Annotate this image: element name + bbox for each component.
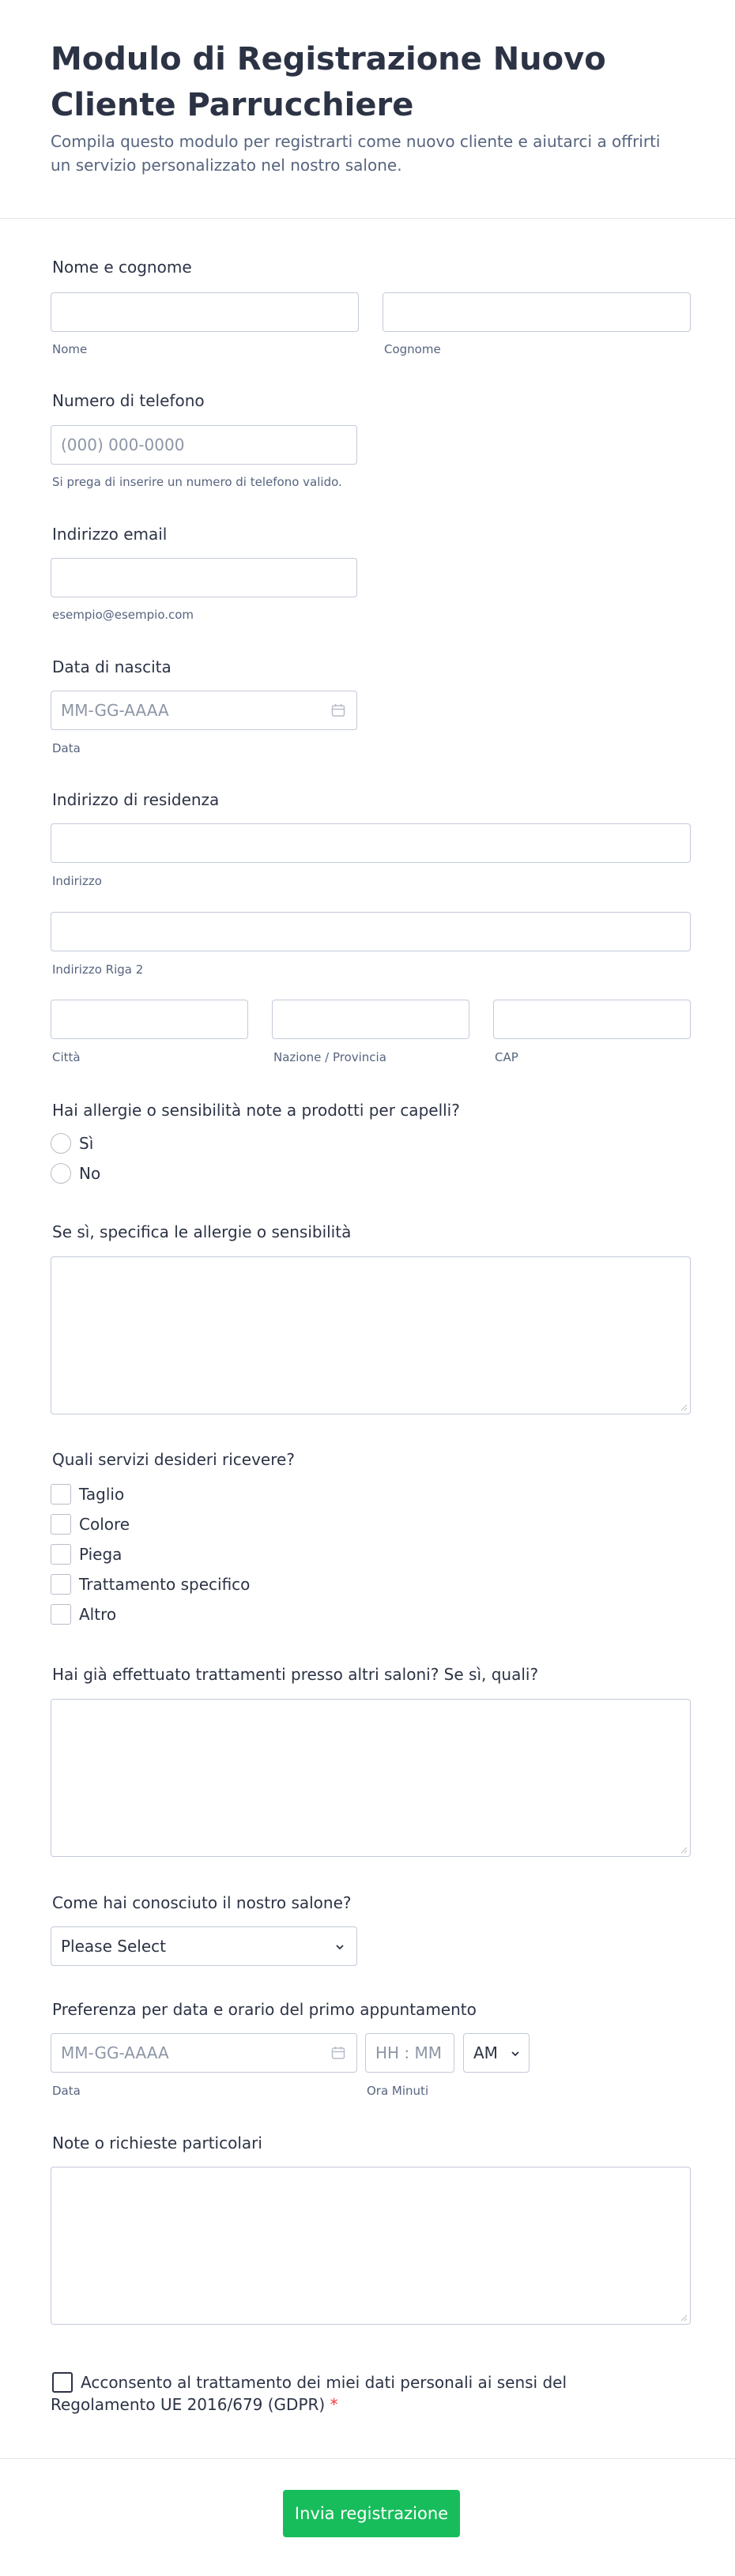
allergy-yes-label[interactable]: Sì	[79, 1134, 94, 1153]
required-mark: *	[330, 2395, 338, 2414]
other-salons-textarea[interactable]	[51, 1699, 691, 1857]
service-colore-checkbox[interactable]	[51, 1514, 71, 1535]
address-line1-sublabel: Indirizzo	[52, 874, 102, 888]
service-altro-label[interactable]: Altro	[79, 1605, 117, 1624]
consent-label[interactable]	[51, 2371, 604, 2416]
phone-input[interactable]: (000) 000-0000	[51, 425, 357, 465]
resize-grip-icon[interactable]	[680, 1846, 688, 1854]
name-label: Nome e cognome	[52, 258, 192, 277]
address-label: Indirizzo di residenza	[52, 790, 220, 809]
allergy-yes-radio[interactable]	[51, 1133, 71, 1154]
appointment-label: Preferenza per data e orario del primo appuntamento	[52, 2000, 477, 2019]
chevron-down-icon	[334, 1941, 345, 1953]
referral-label: Come hai conosciuto il nostro salone?	[52, 1893, 352, 1912]
calendar-icon[interactable]	[331, 703, 345, 717]
notes-label: Note o richieste particolari	[52, 2133, 262, 2152]
allergy-no-radio[interactable]	[51, 1163, 71, 1184]
resize-grip-icon[interactable]	[680, 2314, 688, 2322]
service-colore-label[interactable]: Colore	[79, 1515, 130, 1534]
service-trattamento-label[interactable]: Trattamento specifico	[79, 1575, 251, 1594]
birth-date-placeholder: MM-GG-AAAA	[61, 701, 169, 720]
appointment-ampm-select[interactable]	[463, 2033, 530, 2073]
service-piega-label[interactable]: Piega	[79, 1545, 122, 1564]
birth-date-label: Data di nascita	[52, 657, 172, 676]
allergy-detail-label: Se sì, specifica le allergie o sensibilità	[52, 1222, 352, 1241]
birth-date-input[interactable]	[51, 691, 357, 730]
service-taglio-label[interactable]: Taglio	[79, 1485, 125, 1504]
city-input[interactable]	[51, 1000, 248, 1039]
last-name-sublabel: Cognome	[384, 342, 441, 356]
calendar-icon[interactable]	[331, 2046, 345, 2060]
zip-input[interactable]	[493, 1000, 691, 1039]
submit-button[interactable]: Invia registrazione	[283, 2490, 460, 2537]
appointment-date-placeholder: MM-GG-AAAA	[61, 2043, 169, 2062]
other-salons-label: Hai già effettuato trattamenti presso altri saloni? Se sì, quali?	[52, 1665, 539, 1684]
state-input[interactable]	[272, 1000, 469, 1039]
phone-sublabel: Si prega di inserire un numero di telefono valido.	[52, 475, 342, 489]
appointment-time-input[interactable]: HH : MM	[365, 2033, 454, 2073]
service-piega-checkbox[interactable]	[51, 1544, 71, 1565]
phone-label: Numero di telefono	[52, 391, 205, 410]
email-sublabel: esempio@esempio.com	[52, 608, 194, 622]
allergy-question-label: Hai allergie o sensibilità note a prodotti per capelli?	[52, 1101, 460, 1120]
state-sublabel: Nazione / Provincia	[273, 1050, 386, 1064]
email-input[interactable]	[51, 558, 357, 597]
allergy-no-label[interactable]: No	[79, 1164, 101, 1183]
referral-select[interactable]	[51, 1926, 357, 1966]
footer-divider	[0, 2458, 735, 2459]
service-trattamento-checkbox[interactable]	[51, 1574, 71, 1595]
first-name-sublabel: Nome	[52, 342, 88, 356]
city-sublabel: Città	[52, 1050, 81, 1064]
header-divider	[0, 218, 735, 219]
notes-textarea[interactable]	[51, 2167, 691, 2325]
address-line2-input[interactable]	[51, 912, 691, 951]
appointment-date-sublabel: Data	[52, 2084, 81, 2098]
address-line2-sublabel: Indirizzo Riga 2	[52, 962, 144, 977]
appointment-date-input[interactable]	[51, 2033, 357, 2073]
birth-date-sublabel: Data	[52, 741, 81, 755]
service-altro-checkbox[interactable]	[51, 1604, 71, 1625]
address-line1-input[interactable]	[51, 823, 691, 863]
chevron-down-icon	[510, 2048, 521, 2059]
allergy-detail-textarea[interactable]	[51, 1256, 691, 1414]
first-name-input[interactable]	[51, 292, 359, 332]
services-label: Quali servizi desideri ricevere?	[52, 1450, 295, 1469]
ampm-selected-value: AM	[473, 2043, 498, 2062]
zip-sublabel: CAP	[495, 1050, 518, 1064]
page-title: Modulo di Registrazione Nuovo Cliente Parrucchiere	[51, 41, 606, 123]
referral-selected-value: Please Select	[61, 1937, 166, 1956]
service-taglio-checkbox[interactable]	[51, 1484, 71, 1505]
consent-text: Acconsento al trattamento dei miei dati personali ai sensi del Regolamento UE 2016/679 (GDPR)	[51, 2373, 567, 2414]
last-name-input[interactable]	[383, 292, 691, 332]
appointment-time-sublabel: Ora Minuti	[367, 2084, 429, 2098]
email-label: Indirizzo email	[52, 525, 168, 544]
page-subtitle: Compila questo modulo per registrarti come nuovo cliente e aiutarci a offrirti un servizio personalizzato nel nostro salone.	[51, 132, 661, 175]
resize-grip-icon[interactable]	[680, 1403, 688, 1411]
